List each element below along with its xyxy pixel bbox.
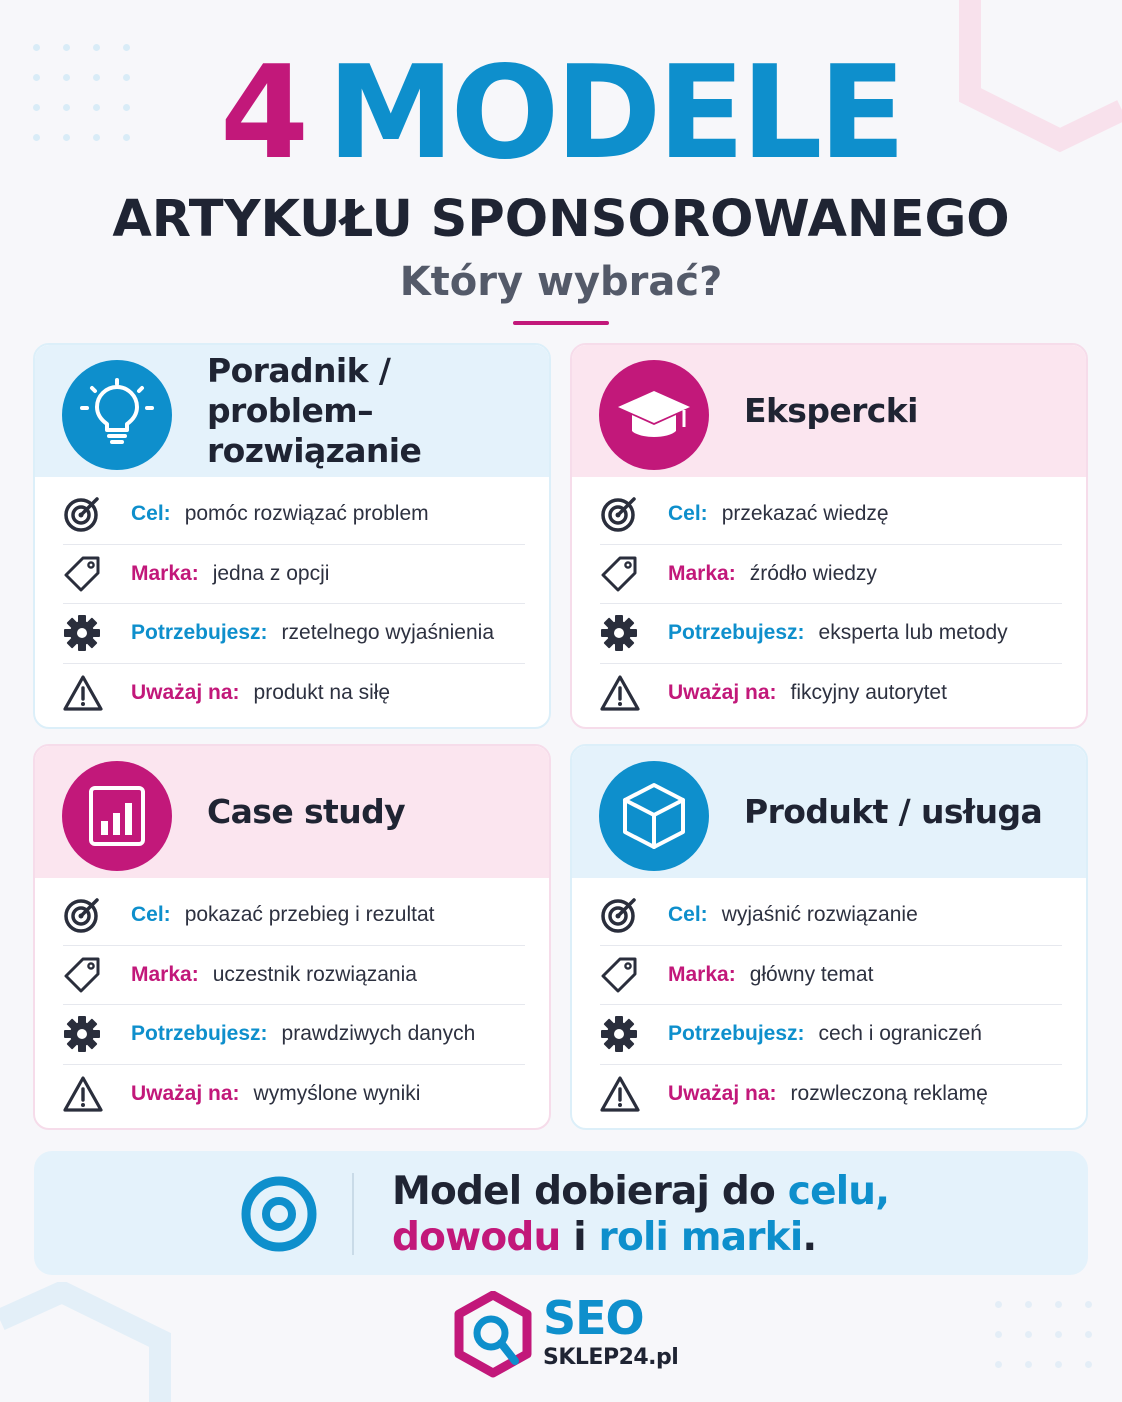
card-row [63, 886, 525, 946]
warning-icon [63, 1073, 105, 1115]
row-value: eksperta lub metody [818, 621, 1008, 645]
card-row [600, 545, 1062, 605]
row-value: prawdziwych danych [281, 1022, 476, 1046]
row-label: Uważaj na: [131, 1082, 240, 1106]
target-icon [240, 1175, 318, 1253]
card-header [35, 345, 549, 477]
magnifier-hexagon-icon [453, 1291, 533, 1379]
bar-chart-icon [62, 761, 172, 871]
card-row [63, 946, 525, 1006]
card-row [600, 1065, 1062, 1125]
summary-divider [352, 1173, 354, 1255]
row-value: główny temat [749, 962, 874, 986]
target-icon [600, 493, 642, 535]
card-title: Case study [207, 792, 406, 831]
row-value: źródło wiedzy [749, 561, 877, 585]
gear-icon [63, 1013, 105, 1055]
card-row [600, 1005, 1062, 1065]
page-title [0, 39, 1122, 188]
lightbulb-icon [62, 360, 172, 470]
card-rows [600, 886, 1062, 1124]
row-label: Uważaj na: [668, 1082, 777, 1106]
summary-part: . [802, 1215, 817, 1260]
decorative-dots-bottom-right [995, 1301, 1092, 1368]
model-card [570, 343, 1088, 729]
row-value: wymyślone wyniki [253, 1082, 421, 1106]
row-value: rzetelnego wyjaśnienia [281, 621, 494, 645]
row-label: Marka: [668, 962, 736, 986]
summary-highlight-brand-role: roli marki [598, 1215, 803, 1260]
summary-box [34, 1151, 1088, 1275]
warning-icon [600, 1073, 642, 1115]
tag-icon [600, 553, 642, 595]
card-rows [63, 485, 525, 723]
row-label: Cel: [131, 903, 171, 927]
row-label: Marka: [131, 962, 199, 986]
row-value: cech i ograniczeń [818, 1022, 982, 1046]
title-word: MODELE [327, 39, 902, 188]
warning-icon [600, 672, 642, 714]
card-row [600, 485, 1062, 545]
decorative-hexagon-bottom-left [0, 1282, 180, 1402]
title-underline [513, 321, 609, 325]
page-subtitle: ARTYKUŁU SPONSOROWANEGO [112, 190, 1010, 249]
gear-icon [600, 612, 642, 654]
brand-logo[interactable] [453, 1291, 683, 1381]
card-header [572, 746, 1086, 878]
tag-icon [600, 954, 642, 996]
card-row [63, 1005, 525, 1065]
gear-icon [63, 612, 105, 654]
target-icon [63, 493, 105, 535]
card-header [572, 345, 1086, 477]
row-label: Potrzebujesz: [668, 621, 805, 645]
row-label: Potrzebujesz: [131, 1022, 268, 1046]
title-number: 4 [220, 39, 306, 188]
summary-part: Model dobieraj do [392, 1169, 788, 1214]
card-rows [63, 886, 525, 1124]
row-label: Marka: [131, 561, 199, 585]
row-value: rozwleczoną reklamę [790, 1082, 988, 1106]
row-value: przekazać wiedzę [721, 502, 889, 526]
tag-icon [63, 553, 105, 595]
card-row [63, 545, 525, 605]
row-value: fikcyjny autorytet [790, 681, 947, 705]
card-header [35, 746, 549, 878]
card-row [600, 604, 1062, 664]
logo-text-seo: SEO [543, 1291, 644, 1345]
target-icon [63, 894, 105, 936]
row-label: Cel: [668, 502, 708, 526]
summary-highlight-proof: dowodu [392, 1215, 561, 1260]
row-label: Uważaj na: [668, 681, 777, 705]
card-row [63, 1065, 525, 1125]
header [0, 39, 1122, 308]
graduation-cap-icon [599, 360, 709, 470]
row-label: Cel: [131, 502, 171, 526]
warning-icon [63, 672, 105, 714]
card-row [600, 946, 1062, 1006]
row-value: wyjaśnić rozwiązanie [721, 903, 918, 927]
row-value: produkt na siłę [253, 681, 391, 705]
gear-icon [600, 1013, 642, 1055]
row-value: uczestnik rozwiązania [212, 962, 417, 986]
card-row [63, 604, 525, 664]
card-rows [600, 485, 1062, 723]
page-question: Który wybrać? [399, 259, 723, 305]
card-title: Produkt / usługa [744, 792, 1043, 831]
box-icon [599, 761, 709, 871]
row-value: jedna z opcji [212, 561, 330, 585]
row-label: Uważaj na: [131, 681, 240, 705]
model-card [570, 744, 1088, 1130]
card-row [600, 886, 1062, 946]
row-label: Marka: [668, 561, 736, 585]
model-card [33, 744, 551, 1130]
row-label: Cel: [668, 903, 708, 927]
summary-part: i [560, 1215, 599, 1260]
summary-highlight-goal: celu, [787, 1169, 890, 1214]
card-title: Poradnik / problem–rozwiązanie [207, 351, 422, 470]
card-title: Ekspercki [744, 391, 918, 430]
row-label: Potrzebujesz: [131, 621, 268, 645]
card-row [63, 485, 525, 545]
summary-text [392, 1169, 889, 1261]
card-row [63, 664, 525, 724]
tag-icon [63, 954, 105, 996]
logo-text-domain: SKLEP24.pl [543, 1345, 679, 1370]
row-value: pomóc rozwiązać problem [184, 502, 429, 526]
card-row [600, 664, 1062, 724]
model-card [33, 343, 551, 729]
row-value: pokazać przebieg i rezultat [184, 903, 435, 927]
target-icon [600, 894, 642, 936]
row-label: Potrzebujesz: [668, 1022, 805, 1046]
